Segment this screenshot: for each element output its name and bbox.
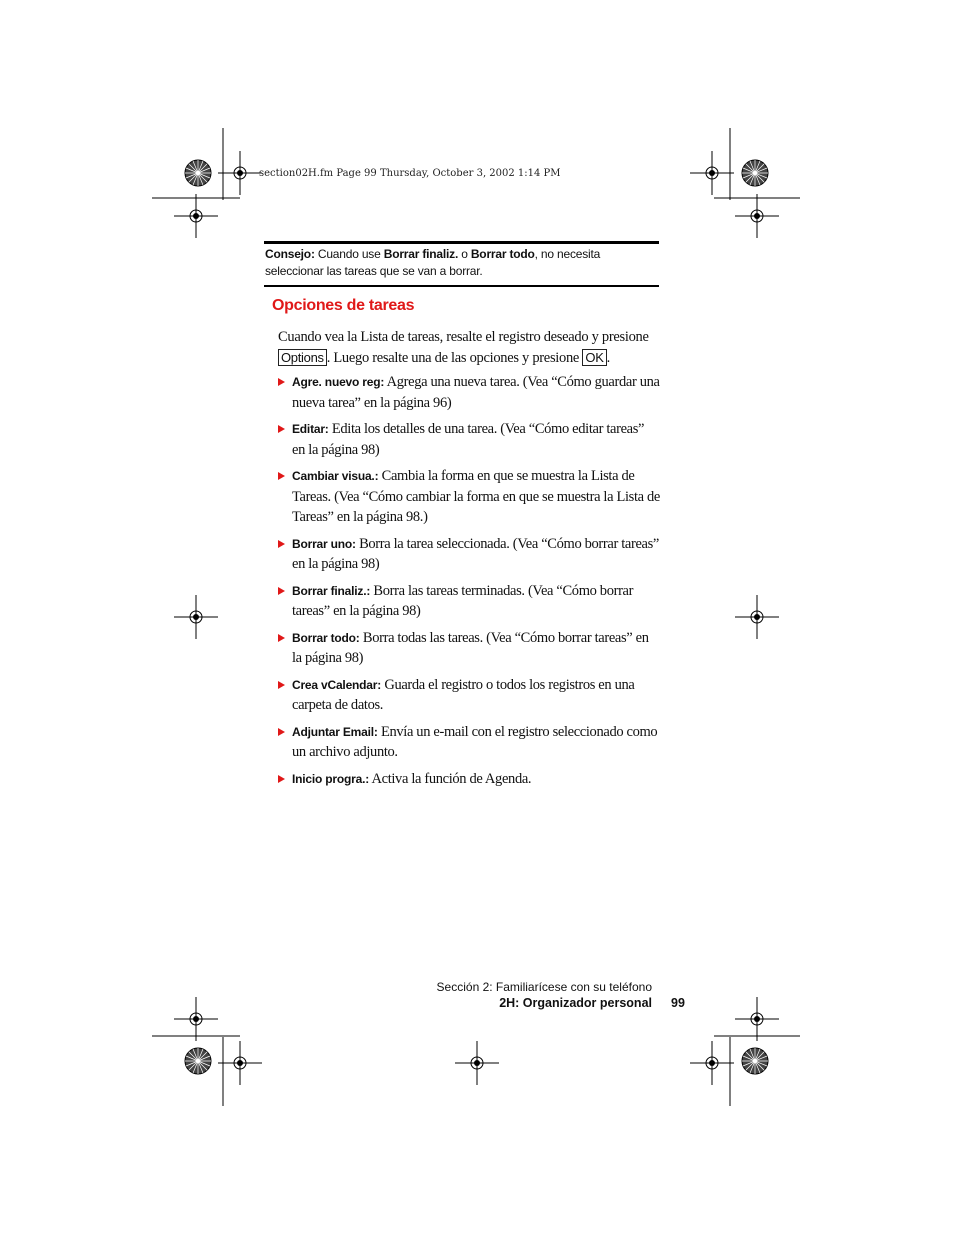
options-list: [278, 372, 660, 795]
tip-text: Cuando use: [314, 247, 384, 261]
list-item: [278, 722, 660, 763]
file-info-header: section02H.fm Page 99 Thursday, October 3, 2002 1:14 PM: [259, 168, 561, 179]
registration-target-icon: [735, 194, 779, 238]
tip-label: Consejo:: [265, 247, 315, 261]
option-label: Cambiar visua.:: [292, 469, 379, 483]
bullet-arrow-icon: [278, 634, 285, 642]
section-title: Opciones de tareas: [272, 297, 415, 314]
option-description: Borra todas las tareas. (Vea “Cómo borrar tareas” en la página 98): [292, 629, 649, 666]
tip-text: o: [458, 247, 471, 261]
list-item: [278, 372, 660, 413]
ok-key: OK: [582, 349, 606, 366]
registration-target-icon: [218, 151, 262, 195]
page-number: 99: [671, 996, 685, 1010]
option-label: Adjuntar Email:: [292, 724, 378, 739]
registration-target-icon: [735, 595, 779, 639]
bullet-arrow-icon: [278, 540, 285, 548]
footer-section-line: Sección 2: Familiarícese con su teléfono: [436, 980, 652, 994]
registration-target-icon: [174, 997, 218, 1041]
bullet-arrow-icon: [278, 378, 285, 386]
registration-target-icon: [690, 151, 734, 195]
tip-bottom-rule: [264, 285, 659, 287]
registration-star-icon: [185, 160, 211, 186]
option-label: Crea vCalendar:: [292, 677, 382, 692]
list-item: [278, 534, 660, 575]
option-label: Borrar todo:: [292, 630, 360, 645]
intro-text: Cuando vea la Lista de tareas, resalte el registro deseado y presione: [278, 329, 649, 345]
option-description: Envía un e-mail con el registro seleccionado como un archivo adjunto.: [292, 723, 658, 760]
options-key: Options: [278, 349, 327, 366]
bullet-arrow-icon: [278, 425, 285, 433]
registration-star-icon: [185, 1048, 211, 1074]
registration-star-icon: [742, 1048, 768, 1074]
bullet-arrow-icon: [278, 472, 285, 480]
option-label: Agre. nuevo reg:: [292, 375, 385, 389]
tip-bold-option: Borrar finaliz.: [383, 247, 459, 261]
intro-text: . Luego resalte una de las opciones y presione: [326, 349, 583, 366]
footer-chapter-line: 2H: Organizador personal: [499, 996, 652, 1010]
list-item: [278, 675, 660, 716]
bullet-arrow-icon: [278, 728, 285, 736]
list-item: [278, 769, 660, 790]
option-label: Borrar uno:: [292, 536, 356, 551]
option-description: Cambia la forma en que se muestra la Lista de Tareas. (Vea “Cómo cambiar la forma en que se muestra la Lista de Tareas” en la página 98.): [292, 468, 660, 525]
option-description: Borra la tarea seleccionada. (Vea “Cómo borrar tareas” en la página 98): [292, 535, 660, 572]
list-item: [278, 466, 660, 528]
option-description: Borra las tareas terminadas. (Vea “Cómo borrar tareas” en la página 98): [292, 582, 634, 619]
registration-target-icon: [218, 1041, 262, 1085]
intro-text: .: [606, 349, 610, 366]
tip-bold-option: Borrar todo: [470, 247, 535, 261]
registration-target-icon: [174, 194, 218, 238]
option-label: Inicio progra.:: [292, 771, 370, 786]
tip-top-rule: [264, 241, 659, 244]
option-description: Guarda el registro o todos los registros en una carpeta de datos.: [292, 676, 635, 713]
option-description: Activa la función de Agenda.: [369, 770, 532, 787]
option-description: Agrega una nueva tarea. (Vea “Cómo guardar una nueva tarea” en la página 96): [292, 374, 660, 411]
intro-paragraph: [278, 327, 658, 368]
registration-target-icon: [735, 997, 779, 1041]
tip-box: [265, 246, 660, 279]
registration-target-icon: [455, 1041, 499, 1085]
bullet-arrow-icon: [278, 587, 285, 595]
bullet-arrow-icon: [278, 775, 285, 783]
list-item: [278, 419, 660, 460]
option-label: Borrar finaliz.:: [292, 583, 371, 598]
registration-target-icon: [174, 595, 218, 639]
registration-target-icon: [690, 1041, 734, 1085]
registration-star-icon: [742, 160, 768, 186]
list-item: [278, 581, 660, 622]
tip-text: , no necesita seleccionar las tareas que se van a borrar.: [265, 247, 601, 278]
option-description: Edita los detalles de una tarea. (Vea “Cómo editar tareas” en la página 98): [292, 421, 645, 458]
bullet-arrow-icon: [278, 681, 285, 689]
list-item: [278, 628, 660, 669]
option-label: Editar:: [292, 422, 329, 436]
